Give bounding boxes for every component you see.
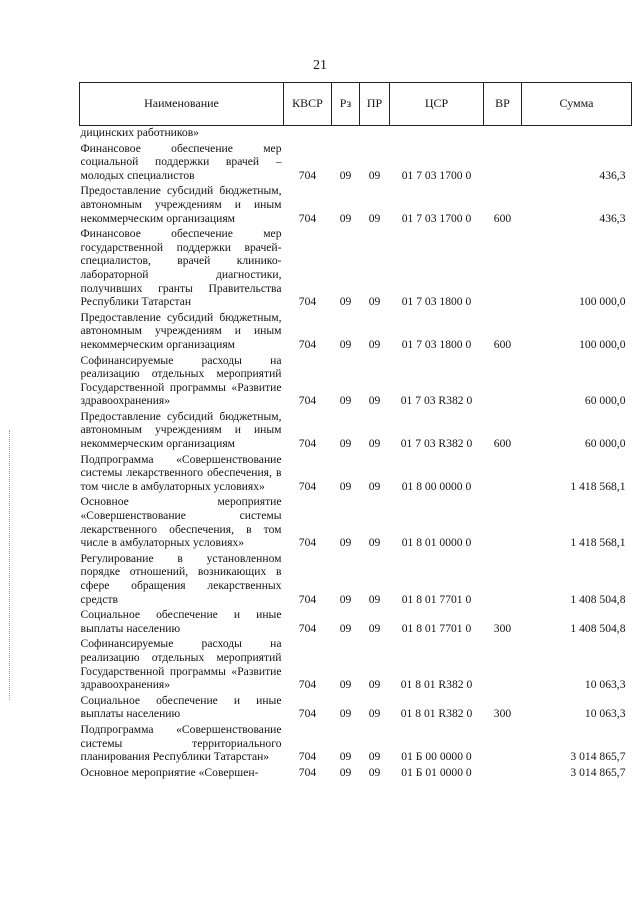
cell-kvsr: 704 bbox=[298, 750, 317, 764]
cell-vr: 600 bbox=[493, 211, 512, 225]
cell-kvsr: 704 bbox=[298, 211, 317, 225]
cell-pr: 09 bbox=[368, 765, 381, 779]
cell-sum: 60 000,0 bbox=[584, 437, 626, 451]
cell-name: Предоставление субсидий бюджетным, автономным учреждениям и иным некоммерческим организациям bbox=[80, 184, 282, 225]
table-body bbox=[80, 126, 632, 780]
cell-rz: 09 bbox=[339, 394, 352, 408]
cell-kvsr: 704 bbox=[298, 394, 317, 408]
table-row bbox=[80, 493, 632, 549]
cell-sum: 10 063,3 bbox=[584, 678, 626, 692]
table-row bbox=[80, 550, 632, 606]
cell-sum: 100 000,0 bbox=[579, 337, 626, 351]
cell-vr bbox=[484, 721, 522, 764]
header-rz: Рз bbox=[332, 83, 360, 126]
table-row bbox=[80, 309, 632, 352]
cell-name: Подпрограмма «Совершенствование системы территориального планирования Республики Татарстан» bbox=[80, 722, 282, 764]
cell-sum: 1 408 504,8 bbox=[570, 621, 626, 635]
cell-rz: 09 bbox=[339, 592, 352, 606]
header-sum: Сумма bbox=[522, 83, 632, 126]
cell-csr: 01 8 00 0000 0 bbox=[401, 479, 472, 493]
cell-kvsr: 704 bbox=[298, 337, 317, 351]
cell-rz bbox=[332, 126, 360, 140]
cell-kvsr: 704 bbox=[298, 707, 317, 721]
cell-pr: 09 bbox=[368, 168, 381, 182]
cell-vr bbox=[484, 493, 522, 549]
cell-pr: 09 bbox=[368, 621, 381, 635]
cell-vr: 300 bbox=[493, 621, 512, 635]
header-pr: ПР bbox=[360, 83, 390, 126]
cell-kvsr: 704 bbox=[298, 168, 317, 182]
cell-sum: 3 014 865,7 bbox=[570, 765, 626, 779]
cell-rz: 09 bbox=[339, 168, 352, 182]
cell-name: Основное мероприятие «Совершенствование системы лекарственного обеспечения, в том числе в амбулаторных условиях» bbox=[80, 495, 282, 550]
cell-csr: 01 7 03 1700 0 bbox=[401, 168, 472, 182]
cell-pr: 09 bbox=[368, 437, 381, 451]
cell-sum: 1 418 568,1 bbox=[570, 536, 626, 550]
cell-csr: 01 8 01 R382 0 bbox=[400, 678, 473, 692]
cell-vr: 600 bbox=[493, 437, 512, 451]
header-vr: ВР bbox=[484, 83, 522, 126]
cell-name: Софинансируемые расходы на реализацию отдельных мероприятий Государственной программы «Развитие здравоохранения» bbox=[80, 637, 282, 692]
cell-name: Основное мероприятие «Совершен- bbox=[80, 765, 259, 779]
cell-rz: 09 bbox=[339, 678, 352, 692]
cell-kvsr: 704 bbox=[298, 678, 317, 692]
cell-vr bbox=[484, 352, 522, 408]
cell-sum: 100 000,0 bbox=[579, 295, 626, 309]
cell-rz: 09 bbox=[339, 750, 352, 764]
scan-margin-marks bbox=[9, 430, 12, 700]
cell-csr: 01 8 01 7701 0 bbox=[401, 621, 472, 635]
cell-kvsr: 704 bbox=[298, 479, 317, 493]
cell-csr: 01 Б 00 0000 0 bbox=[401, 750, 472, 764]
cell-vr: 600 bbox=[493, 337, 512, 351]
cell-rz: 09 bbox=[339, 211, 352, 225]
header-csr: ЦСР bbox=[390, 83, 484, 126]
table-row bbox=[80, 225, 632, 309]
cell-vr bbox=[484, 140, 522, 183]
cell-name: Социальное обеспечение и иные выплаты населению bbox=[80, 693, 282, 721]
cell-vr bbox=[484, 225, 522, 309]
cell-kvsr: 704 bbox=[298, 295, 317, 309]
cell-csr: 01 8 01 R382 0 bbox=[400, 707, 473, 721]
cell-name: Социальное обеспечение и иные выплаты населению bbox=[80, 608, 282, 635]
cell-name: Подпрограмма «Совершенствование системы лекарственного обеспечения, в том числе в амбулаторных условиях» bbox=[80, 452, 282, 493]
table-row bbox=[80, 126, 632, 140]
cell-sum bbox=[522, 126, 632, 140]
cell-kvsr: 704 bbox=[298, 592, 317, 606]
cell-pr: 09 bbox=[368, 337, 381, 351]
cell-rz: 09 bbox=[339, 337, 352, 351]
cell-rz: 09 bbox=[339, 479, 352, 493]
table-row bbox=[80, 721, 632, 764]
table-row bbox=[80, 606, 632, 635]
cell-pr: 09 bbox=[368, 394, 381, 408]
cell-csr: 01 7 03 1800 0 bbox=[401, 337, 472, 351]
table-header-row bbox=[80, 83, 632, 126]
table-row bbox=[80, 692, 632, 721]
cell-csr: 01 8 01 0000 0 bbox=[401, 536, 472, 550]
page-number: 21 bbox=[313, 58, 327, 73]
table-row bbox=[80, 635, 632, 691]
cell-sum: 1 418 568,1 bbox=[570, 479, 626, 493]
cell-pr: 09 bbox=[368, 707, 381, 721]
cell-pr: 09 bbox=[368, 479, 381, 493]
cell-name: Софинансируемые расходы на реализацию отдельных мероприятий Государственной программы «Развитие здравоохранения» bbox=[80, 353, 282, 408]
budget-table bbox=[79, 82, 632, 779]
cell-pr: 09 bbox=[368, 295, 381, 309]
header-name: Наименование bbox=[80, 83, 284, 126]
cell-csr: 01 Б 01 0000 0 bbox=[401, 765, 472, 779]
cell-csr bbox=[390, 126, 484, 140]
cell-vr bbox=[484, 126, 522, 140]
cell-kvsr bbox=[284, 126, 332, 140]
cell-csr: 01 7 03 1800 0 bbox=[401, 295, 472, 309]
cell-sum: 10 063,3 bbox=[584, 707, 626, 721]
cell-sum: 436,3 bbox=[599, 211, 626, 225]
cell-vr bbox=[484, 451, 522, 494]
cell-kvsr: 704 bbox=[298, 536, 317, 550]
cell-name: Финансовое обеспечение мер государственной поддержки врачей-специалистов, врачей клинико-лабораторной диагностики, получивших гранты Правительства Республики Татарстан bbox=[80, 227, 282, 309]
table-row bbox=[80, 451, 632, 494]
cell-rz: 09 bbox=[339, 621, 352, 635]
table-row bbox=[80, 352, 632, 408]
cell-name: Предоставление субсидий бюджетным, автономным учреждениям и иным некоммерческим организациям bbox=[80, 409, 282, 451]
cell-vr: 300 bbox=[493, 707, 512, 721]
cell-kvsr: 704 bbox=[298, 437, 317, 451]
table-row bbox=[80, 140, 632, 183]
cell-csr: 01 7 03 R382 0 bbox=[400, 394, 473, 408]
cell-pr: 09 bbox=[368, 536, 381, 550]
cell-vr bbox=[484, 635, 522, 691]
cell-name: Регулирование в установленном порядке отношений, возникающих в сфере обращения лекарственных средств bbox=[80, 551, 282, 606]
cell-pr: 09 bbox=[368, 678, 381, 692]
header-kvsr: КВСР bbox=[284, 83, 332, 126]
table-row bbox=[80, 408, 632, 451]
cell-kvsr: 704 bbox=[298, 765, 317, 779]
cell-rz: 09 bbox=[339, 295, 352, 309]
cell-rz: 09 bbox=[339, 437, 352, 451]
cell-sum: 3 014 865,7 bbox=[570, 750, 626, 764]
cell-vr bbox=[484, 550, 522, 606]
cell-pr bbox=[360, 126, 390, 140]
cell-name: Предоставление субсидий бюджетным, автономным учреждениям и иным некоммерческим организациям bbox=[80, 310, 282, 351]
cell-rz: 09 bbox=[339, 707, 352, 721]
cell-csr: 01 8 01 7701 0 bbox=[401, 592, 472, 606]
cell-name: Финансовое обеспечение мер социальной поддержки врачей – молодых специалистов bbox=[80, 141, 282, 182]
cell-rz: 09 bbox=[339, 765, 352, 779]
cell-pr: 09 bbox=[368, 750, 381, 764]
cell-kvsr: 704 bbox=[298, 621, 317, 635]
cell-rz: 09 bbox=[339, 536, 352, 550]
cell-csr: 01 7 03 1700 0 bbox=[401, 211, 472, 225]
cell-name: дицинских работников» bbox=[80, 126, 199, 139]
table-row bbox=[80, 764, 632, 780]
cell-sum: 436,3 bbox=[599, 168, 626, 182]
cell-csr: 01 7 03 R382 0 bbox=[400, 437, 473, 451]
table-row bbox=[80, 182, 632, 225]
cell-vr bbox=[484, 764, 522, 780]
cell-pr: 09 bbox=[368, 211, 381, 225]
cell-pr: 09 bbox=[368, 592, 381, 606]
cell-sum: 1 408 504,8 bbox=[570, 592, 626, 606]
cell-sum: 60 000,0 bbox=[584, 394, 626, 408]
